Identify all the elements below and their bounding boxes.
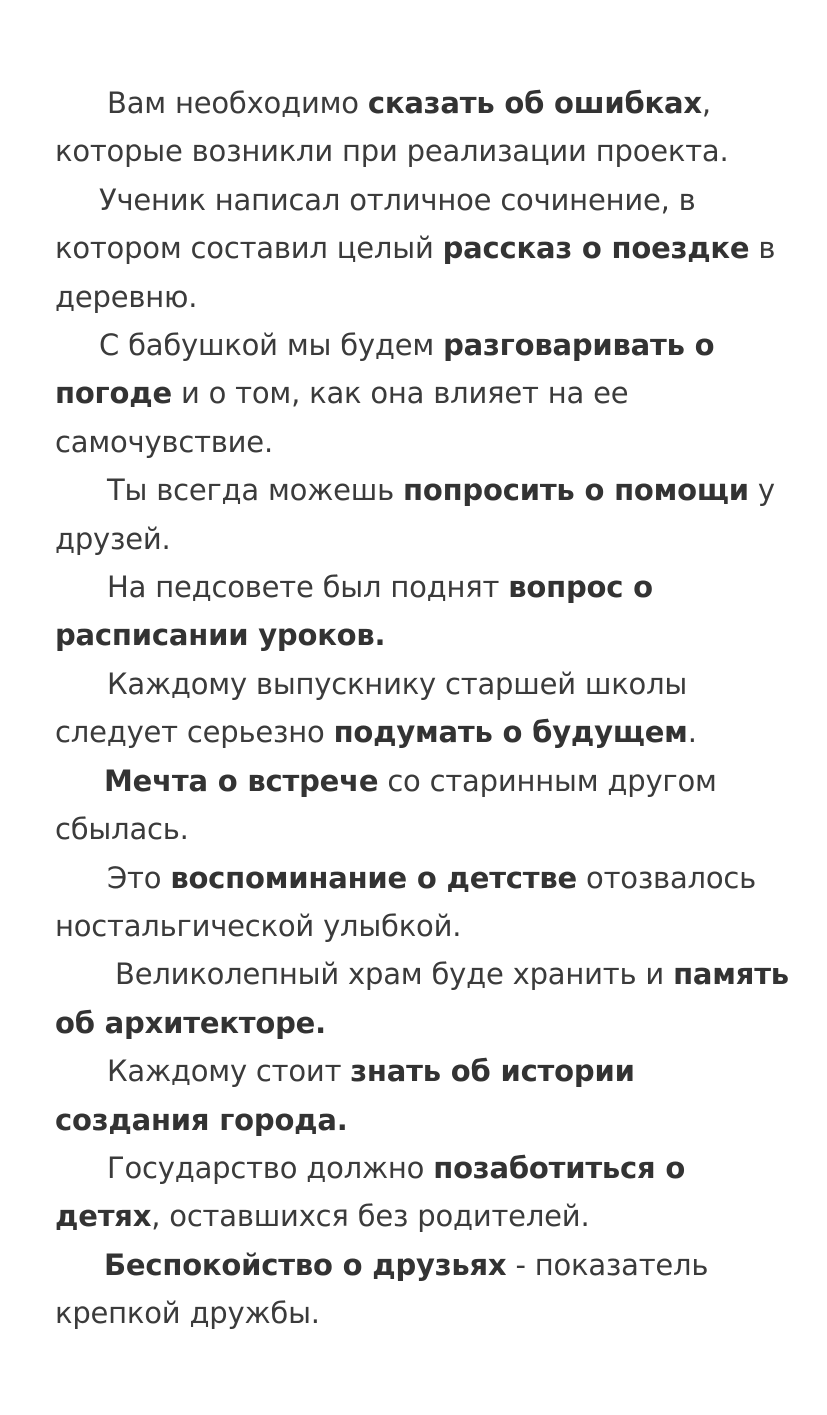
bold-phrase: воспоминание о детстве: [170, 860, 578, 895]
bold-phrase: разговаривать о погоде: [55, 328, 715, 411]
sentence-paragraph: [55, 321, 795, 466]
sentence-paragraph: [55, 79, 795, 176]
sentence-paragraph: [55, 1144, 795, 1241]
bold-phrase: сказать об ошибках: [367, 86, 702, 120]
bold-phrase: Беспокойство о друзьях: [104, 1247, 507, 1282]
text-run: С бабушкой мы будем: [99, 328, 444, 363]
text-run: Ты всегда можешь: [107, 473, 404, 508]
bold-phrase: знать об истории создания города.: [55, 1054, 635, 1137]
bold-phrase: рассказ о поездке: [442, 231, 750, 266]
text-run: со старинным другом сбылась.: [55, 763, 717, 847]
bold-phrase: память об архитекторе.: [55, 957, 789, 1040]
text-run: , оставшихся без родителей.: [151, 1199, 590, 1234]
text-run: .: [687, 715, 697, 750]
sentence-paragraph: [55, 466, 795, 563]
sentence-paragraph: [55, 1241, 795, 1338]
text-run: у друзей.: [55, 473, 775, 556]
text-run: Каждому выпускнику старшей школы следует серьезно: [55, 666, 688, 750]
bold-phrase: позаботиться о детях: [55, 1150, 686, 1234]
sentence-paragraph: [55, 950, 795, 1047]
document-body: [55, 79, 795, 1338]
sentence-paragraph: [55, 660, 795, 757]
bold-phrase: попросить о помощи: [403, 473, 749, 508]
text-run: - показатель крепкой дружбы.: [55, 1247, 709, 1331]
text-run: отозвалось ностальгической улыбкой.: [55, 860, 757, 943]
text-run: Вам необходимо: [107, 86, 368, 120]
sentence-paragraph: [55, 176, 795, 321]
text-run: и о том, как она влияет на ее самочувствие.: [55, 376, 629, 459]
sentence-paragraph: [55, 757, 795, 854]
text-run: , которые возникли при реализации проекта.: [55, 86, 729, 169]
text-run: Государство должно: [107, 1150, 434, 1185]
sentence-paragraph: [55, 1047, 795, 1144]
text-run: Ученик написал отличное сочинение, в котором составил целый: [55, 182, 696, 266]
text-run: Великолепный храм буде хранить и: [115, 957, 674, 992]
sentence-paragraph: [55, 854, 795, 951]
sentence-paragraph: [55, 563, 795, 660]
bold-phrase: вопрос о расписании уроков.: [55, 570, 653, 653]
bold-phrase: подумать о будущем: [333, 715, 688, 750]
text-run: Это: [107, 860, 171, 895]
text-run: На педсовете был поднят: [107, 570, 509, 605]
text-run: Каждому стоит: [107, 1054, 351, 1089]
bold-phrase: Мечта о встрече: [104, 763, 379, 798]
text-run: в деревню.: [55, 231, 776, 314]
